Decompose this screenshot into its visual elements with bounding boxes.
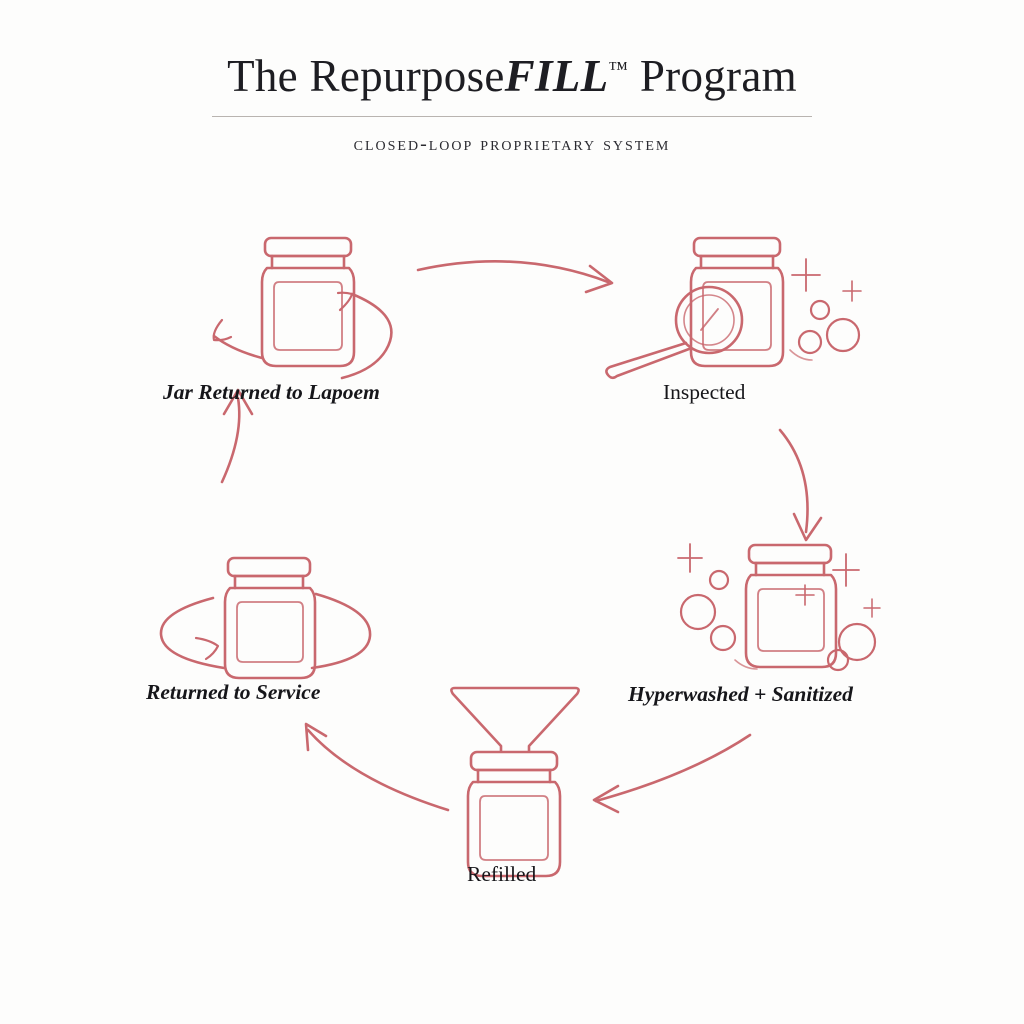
- jar-with-magnifier-icon: [606, 238, 861, 378]
- jar-with-cycle-arrow-icon: [161, 558, 370, 678]
- curved-arrow-up-left-icon: [306, 724, 448, 810]
- page-title: [0, 52, 1024, 102]
- title-part-italic: FILL: [504, 51, 609, 101]
- title-part-2: Program: [628, 51, 797, 101]
- curved-arrow-down-icon: [780, 430, 821, 540]
- cycle-step-label-returned-to-service: Returned to Service: [146, 680, 321, 704]
- cycle-diagram: [0, 190, 1024, 960]
- diagram-artwork: [0, 190, 1024, 960]
- page-subtitle: closed-loop proprietary system: [353, 132, 671, 155]
- jar-with-bubbles-sparkles-icon: [678, 544, 880, 670]
- jar-with-return-arrow-icon: [214, 238, 392, 378]
- cycle-step-label-jar-returned: Jar Returned to Lapoem: [163, 380, 380, 404]
- title-divider: [212, 116, 812, 117]
- curved-arrow-right-icon: [418, 261, 612, 292]
- trademark-symbol: ™: [608, 58, 629, 80]
- cycle-step-label-hyperwashed: Hyperwashed + Sanitized: [628, 682, 853, 706]
- title-part-1: The Repurpose: [227, 51, 505, 101]
- jar-with-funnel-icon: [451, 688, 578, 876]
- cycle-step-label-inspected: Inspected: [663, 380, 746, 404]
- poster-header: [0, 52, 1024, 156]
- cycle-step-label-refilled: Refilled: [467, 862, 537, 886]
- curved-arrow-down-left-icon: [594, 735, 750, 812]
